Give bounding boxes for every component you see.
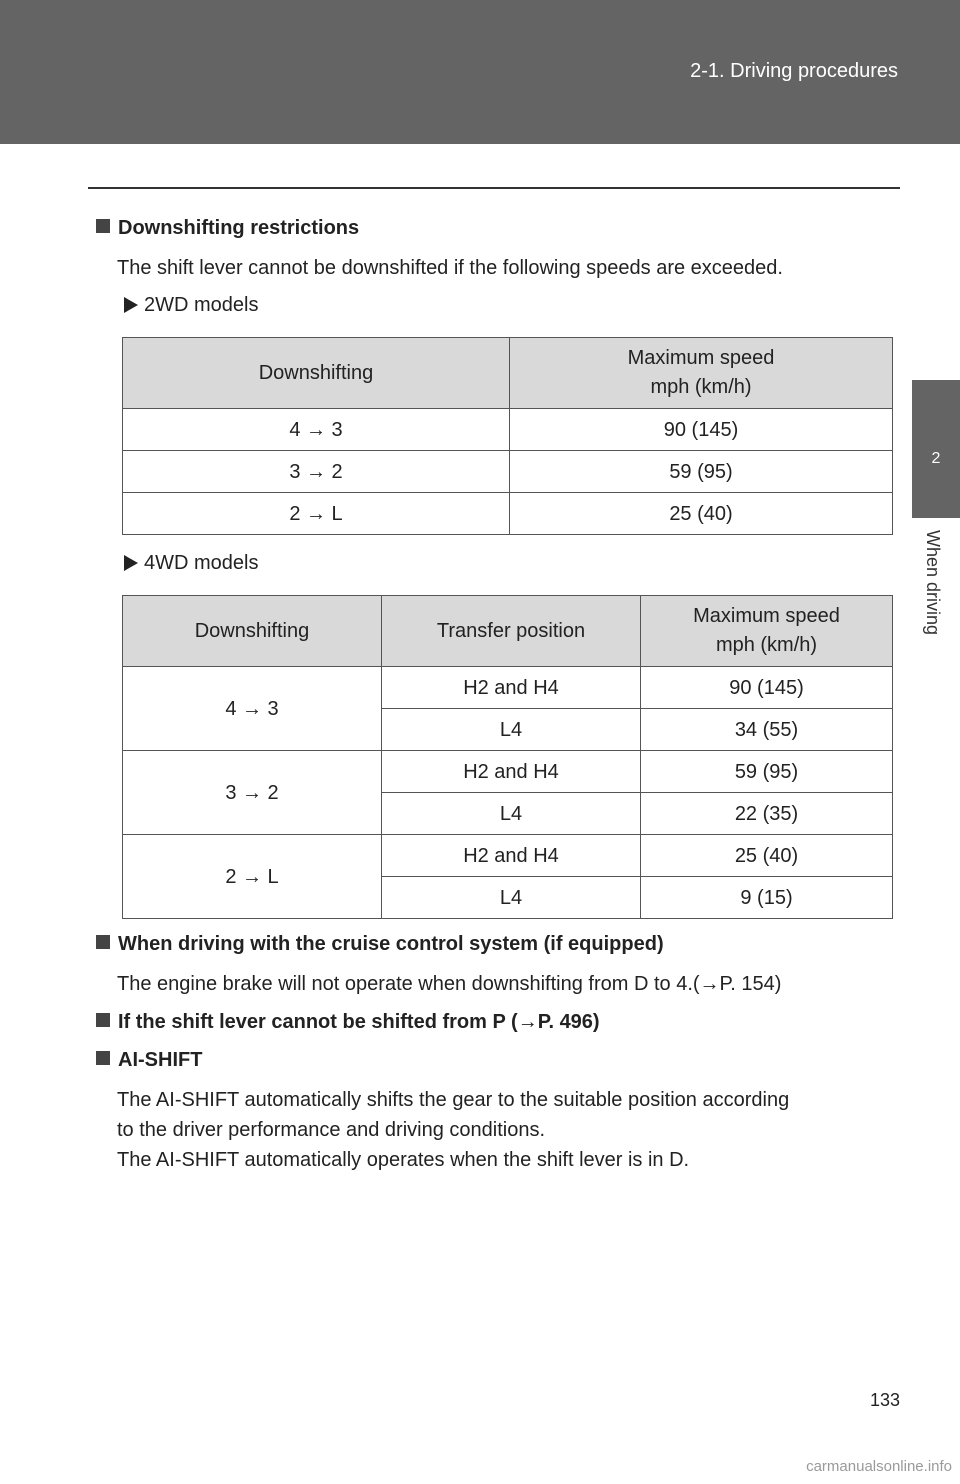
square-bullet-icon — [96, 935, 110, 949]
chapter-number: 2 — [931, 450, 941, 467]
shiftp-heading — [96, 1011, 600, 1034]
square-bullet-icon — [96, 1051, 110, 1065]
table-row — [123, 751, 893, 793]
shiftp-heading-text: If the shift lever cannot be shifted from P (→P. 496) — [118, 1011, 600, 1033]
triangle-bullet-icon — [124, 297, 138, 313]
triangle-bullet-icon — [124, 555, 138, 571]
aishift-text — [117, 1085, 789, 1175]
cell-speed: 90 (145) — [641, 667, 893, 709]
max-speed-unit: mph (km/h) — [715, 634, 818, 656]
aishift-heading — [96, 1049, 202, 1072]
downshift-text: The shift lever cannot be downshifted if the following speeds are exceeded. — [117, 257, 783, 279]
cell-speed: 22 (35) — [641, 793, 893, 835]
cell-shift: 3 → 2 — [123, 451, 510, 493]
cell-transfer: L4 — [382, 709, 641, 751]
downshift-heading-text: Downshifting restrictions — [118, 217, 360, 239]
cell-speed: 34 (55) — [641, 709, 893, 751]
aishift-line-3: The AI-SHIFT automatically operates when the shift lever is in D. — [117, 1149, 690, 1171]
cell-transfer: H2 and H4 — [382, 835, 641, 877]
page-number: 133 — [869, 1390, 900, 1410]
table-row — [123, 409, 893, 451]
cell-transfer: L4 — [382, 793, 641, 835]
watermark: carmanualsonline.info — [806, 1458, 952, 1475]
cell-shift: 4 → 3 — [123, 667, 382, 751]
cell-transfer: H2 and H4 — [382, 751, 641, 793]
table-row — [123, 451, 893, 493]
downshift-heading — [96, 217, 359, 240]
section-title: 2-1. Driving procedures — [690, 60, 898, 82]
cruise-text: The engine brake will not operate when downshifting from D to 4.(→P. 154) — [117, 973, 782, 995]
page-header — [0, 0, 960, 144]
cell-speed: 25 (40) — [510, 493, 893, 535]
chapter-tab — [912, 380, 960, 518]
cruise-heading-text: When driving with the cruise control system (if equipped) — [118, 933, 664, 955]
cell-shift: 2 → L — [123, 835, 382, 919]
cell-speed: 90 (145) — [510, 409, 893, 451]
col-downshifting: Downshifting — [123, 338, 510, 409]
twowd-label — [124, 294, 258, 317]
fourwd-label — [124, 552, 258, 575]
square-bullet-icon — [96, 1013, 110, 1027]
cell-shift: 3 → 2 — [123, 751, 382, 835]
table-row — [123, 667, 893, 709]
col-max-speed — [641, 596, 893, 667]
chapter-label-text: When driving — [923, 530, 943, 636]
cell-transfer: L4 — [382, 877, 641, 919]
aishift-line-1: The AI-SHIFT automatically shifts the gear to the suitable position according — [117, 1089, 790, 1111]
table-2wd — [122, 337, 893, 535]
square-bullet-icon — [96, 219, 110, 233]
max-speed-unit: mph (km/h) — [650, 376, 752, 398]
max-speed-label: Maximum speed — [693, 605, 840, 627]
cell-speed: 9 (15) — [641, 877, 893, 919]
table-row — [123, 835, 893, 877]
cell-speed: 59 (95) — [641, 751, 893, 793]
twowd-label-text: 2WD models — [144, 294, 259, 316]
fourwd-label-text: 4WD models — [144, 552, 259, 574]
table-4wd — [122, 595, 893, 919]
table-header-row — [123, 338, 893, 409]
table-row — [123, 493, 893, 535]
cell-speed: 25 (40) — [641, 835, 893, 877]
cruise-heading — [96, 933, 664, 956]
col-downshifting: Downshifting — [123, 596, 382, 667]
aishift-line-2: to the driver performance and driving conditions. — [117, 1119, 546, 1141]
max-speed-label: Maximum speed — [627, 347, 775, 369]
cell-shift: 2 → L — [123, 493, 510, 535]
col-max-speed — [510, 338, 893, 409]
table-header-row — [123, 596, 893, 667]
aishift-heading-text: AI-SHIFT — [118, 1049, 203, 1071]
cell-transfer: H2 and H4 — [382, 667, 641, 709]
cell-speed: 59 (95) — [510, 451, 893, 493]
cell-shift: 4 → 3 — [123, 409, 510, 451]
chapter-label — [912, 530, 960, 670]
top-rule — [88, 187, 900, 189]
col-transfer-position: Transfer position — [382, 596, 641, 667]
